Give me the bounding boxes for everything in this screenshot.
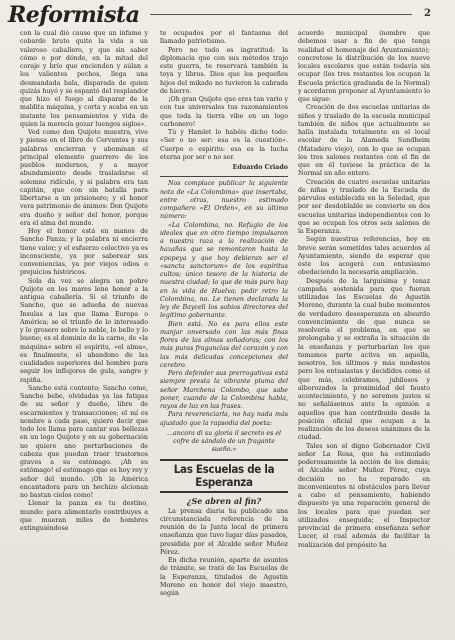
paragraph: Después de la larguísima y tenaz campaña sostenida para que fueran utilizadas las Escuelas de Agustín Moreno, durante la cual hubo momentos de verdadero desesperanza en absurdo convencimiento de que nunca se resolvería el problema, en que se prolongaba y se extraña la situación de la enseñanza y perturbarían los que tomamos parte activa en aquella, nosotros, los últimos y más modestos pero los entusiastas y decididos como el que más, celebramos, jubilosos y alborozados la proximidad del fausto acontecimiento, y no seremos justos si no señalásemos ante la opinión a aquellos que han contribuido desde la posición oficial que ocupan a la realización de los deseos unánimes de la ciudad. bbox=[298, 277, 430, 442]
column-right bbox=[298, 30, 430, 630]
page-number: 2 bbox=[424, 8, 431, 19]
section-title: Las Escuelas de la Esperanza bbox=[160, 459, 288, 493]
paragraph: Sancho está contento; Sancho come, Sancho bebe, olvidadas ya las fatigas de su señor y dueño, libre de escarmientos y transacciones; el mí es nombre a cada paso, quiero decir que todo los llama para cantar sus bellezas en un logo Quijote y en su gobernación no quiere ano perturbaciones de cabeza que puedan traer trastornos graves a su estómago. ¡Ah su estómago! el estómago que es hoy rey y señor del mundo. ¡Oh la América encantadora para un hechizo alcionan no bastan cielos como! bbox=[20, 384, 148, 499]
paragraph: ¡Oh gran Quijote que eres tan vario y con tus universales tus razonamientos que toda la tierra vibe en un logo carbonero! bbox=[160, 96, 288, 128]
paragraph: te ocupados por el fantasma del llamado patriotismo. bbox=[160, 30, 288, 46]
paragraph: Pero no todo es ingratitud: la diplomacia que con sus métodos trajo este guerra, te reservará también la toya y libros. Dios que los pequeños hijos del mikado no tuvieron la cabrada de hierro. bbox=[160, 46, 288, 95]
paragraph: Nos complace publicar la siguiente nota de «La Colombina» que insertaba, entre otras, nuestro estimado compañero «El Orden», en su último número: bbox=[160, 180, 288, 221]
paragraph: Creación de dos escuelas unitarias de niños y traslado de la escuela municipal también de niños que actualmente se halla instalada totalmente en el local escolar de la Alameda Sundheim (Matadero viejo), con lo que se ocupan los tres salones restantes con el fin de que en él tuviese la práctica de la Normal un año entero. bbox=[298, 104, 430, 178]
paragraph: Para reverenciarla, no hay nada más ajustado que la rapsodia del poeta: bbox=[160, 411, 288, 427]
paragraph: con la cual dió cause que un infame y cobarde bruto quite la vida a un valeroso caballero, y que sin saber cómo o por dónde, en la mitad del coraje y brío que encienden y aúlan a los valientes pechos, llega una desmandada bala, disparada de quien quizás huyó y se espantó del resplandor que hizo el fuego al disparar de la maldita máquina, y corta y acaba en un instante los pensamientos y vida de quien la merecía gozar luengos siglos». bbox=[20, 30, 148, 128]
paragraph: acuerdo municipal (nombre que debemos usar a fin de que tenga realidad el homenaje del Ayuntamiento); concretose la distribución de los nueve locales escolares que están todavía sin ocupar (los tres restantes los ocupan la Escuela práctica graduada de la Normal) y acordaron proponer al Ayuntamiento lo que sigue: bbox=[298, 30, 430, 103]
paragraph: Hoy el honor está en manos de Sancho Panza; y la palabra ni encierra tiene valor; y el esfuerzo colectivo ya es inconsciente, ya por saborear sus conveniencias, ya por viejos odios o prejuicios históricos. bbox=[20, 228, 148, 277]
paragraph: «La Colombina, no. Refugio de los ideales que en otro tiempo impulsaron a nuestra raza a la realización de hazañas que se remontaron hasta la epopeya y que hoy debieran ser el «sancta sanctorum» de los espíritus cultos; único tesoro de la historia de nuestra ciudad; lo que de más puro hay en la vida de Huelva; pedir retro la Colombina, no. Le tienen declarada la ley de Bayceli los sabios directores del legítimo gobernante. bbox=[160, 221, 288, 320]
article-subhead: ¿Se abren al fin? bbox=[186, 495, 262, 506]
verse-quote: ...ancora di su gloria il secreto es el cofre de sándalo de un fragante sueño.» bbox=[166, 429, 282, 454]
paragraph: Creación de cuatro escuelas unitarias de niñas y traslado de la Escuela de párvulos establecida en la Soledad, que por ser desdoblable se convierte en dos escuelas unitarias independientes con lo que se ocupan los otros seis salones de la Esperanza. bbox=[298, 178, 430, 235]
paragraph: Sola da vez se alegra un pobre Quijote en los mares lene honor a la antigua caballería. Si el triunfo de Sancho, que se adueña de nuevas Ínsulas a las que llama Europa o América; se el triunfo de lo interesado y lo grosero sobre lo noble, lo bello y lo bueno; es el dominio de la carne, de «la máquina» sobre el espíritu, «el alma», es finalmente, el abandono de las cualidades superiores del hombre para seguir los influjores de gula, sangre y rapiña. bbox=[20, 277, 148, 384]
paragraph: Tú y Hamlet lo habéis dicho todo: «Ser o no ser: esa es la cuestión». Cuerpo o espíritu: esa es la lucha eterna por ser o no ser. bbox=[160, 129, 288, 161]
paragraph: Bien está. No es para ellos este manjar onversado con las más finas flores de las almas soñadoras; con los más puras fragancias del corazón y con las más delicadas concepciones del cerebro. bbox=[160, 320, 288, 369]
paragraph: En dicha reunión, aparte de asuntos de trámite, se trató de las Escuelas de la Esperanza, titulados de Agustín Moreno en honor del viejo maestro, según bbox=[160, 557, 288, 597]
divider bbox=[160, 176, 288, 177]
paragraph: Ved como don Quijote muestra, vive y piensa en el libro de Cervantes y sus palabras encierran y abominan el principal elemento guerrero de los pueblos modernos, y a mayor abundamiento desde trasladarse el solemne ridículo, y si palabra era tan capitán, que con sin batalla para libertarse a un prisionero; y el honor vera patrimonio de ánimos: Don Quijote era dueño y señor del honor, porque era el alma del mundo. bbox=[20, 129, 148, 227]
paragraph: Llenar la panza es tu destino, mundo: para alimentarlo contribuyes a que mueran miles de hombres extinguiéndose bbox=[20, 500, 148, 532]
column-middle bbox=[160, 30, 288, 630]
paragraph: Pero defender sus prerrogativas está siempre presta la vibrante pluma del señor Marchena Colombo, que sabe poner, cuando de la Colombina habla, rayos de luz en las frases. bbox=[160, 370, 288, 410]
masthead-title: Reformista bbox=[8, 2, 140, 28]
paragraph: Tales son el digno Gobernador Civil señor La Rosa, que ha estimulado poderosamente la acción de los demás; el Alcalde señor Muñoz Pérez, cuya decisión no ha reparado en inconvenientes ni obstáculos para llevar a cabo el pensamiento, habiendo dispuesto ya una reparación general de los locales para que puedan ser utilizados enseguida; el Inspector provincial de primera enseñanza señor Lucer, el cual además de facilitar la realización del propósito ha bbox=[298, 442, 430, 549]
paragraph: La prensa diaria ha publicado una circunstanciada referencia de la reunión de la Junta local de primera enseñanza que tuvo lugar días pasados, presidida por el Alcalde señor Muñoz Pérez. bbox=[160, 507, 288, 556]
author-signature: Eduardo Criado bbox=[232, 164, 288, 171]
paragraph: Según nuestras referencias, hoy en breve serán sometidos tales acuerdos al Ayuntamiento, siendo de esperar que éste los acogerá con entusiasmo obedeciendo la necesaria ampliación. bbox=[298, 236, 430, 277]
column-left bbox=[20, 30, 148, 630]
header-rule bbox=[150, 14, 412, 15]
